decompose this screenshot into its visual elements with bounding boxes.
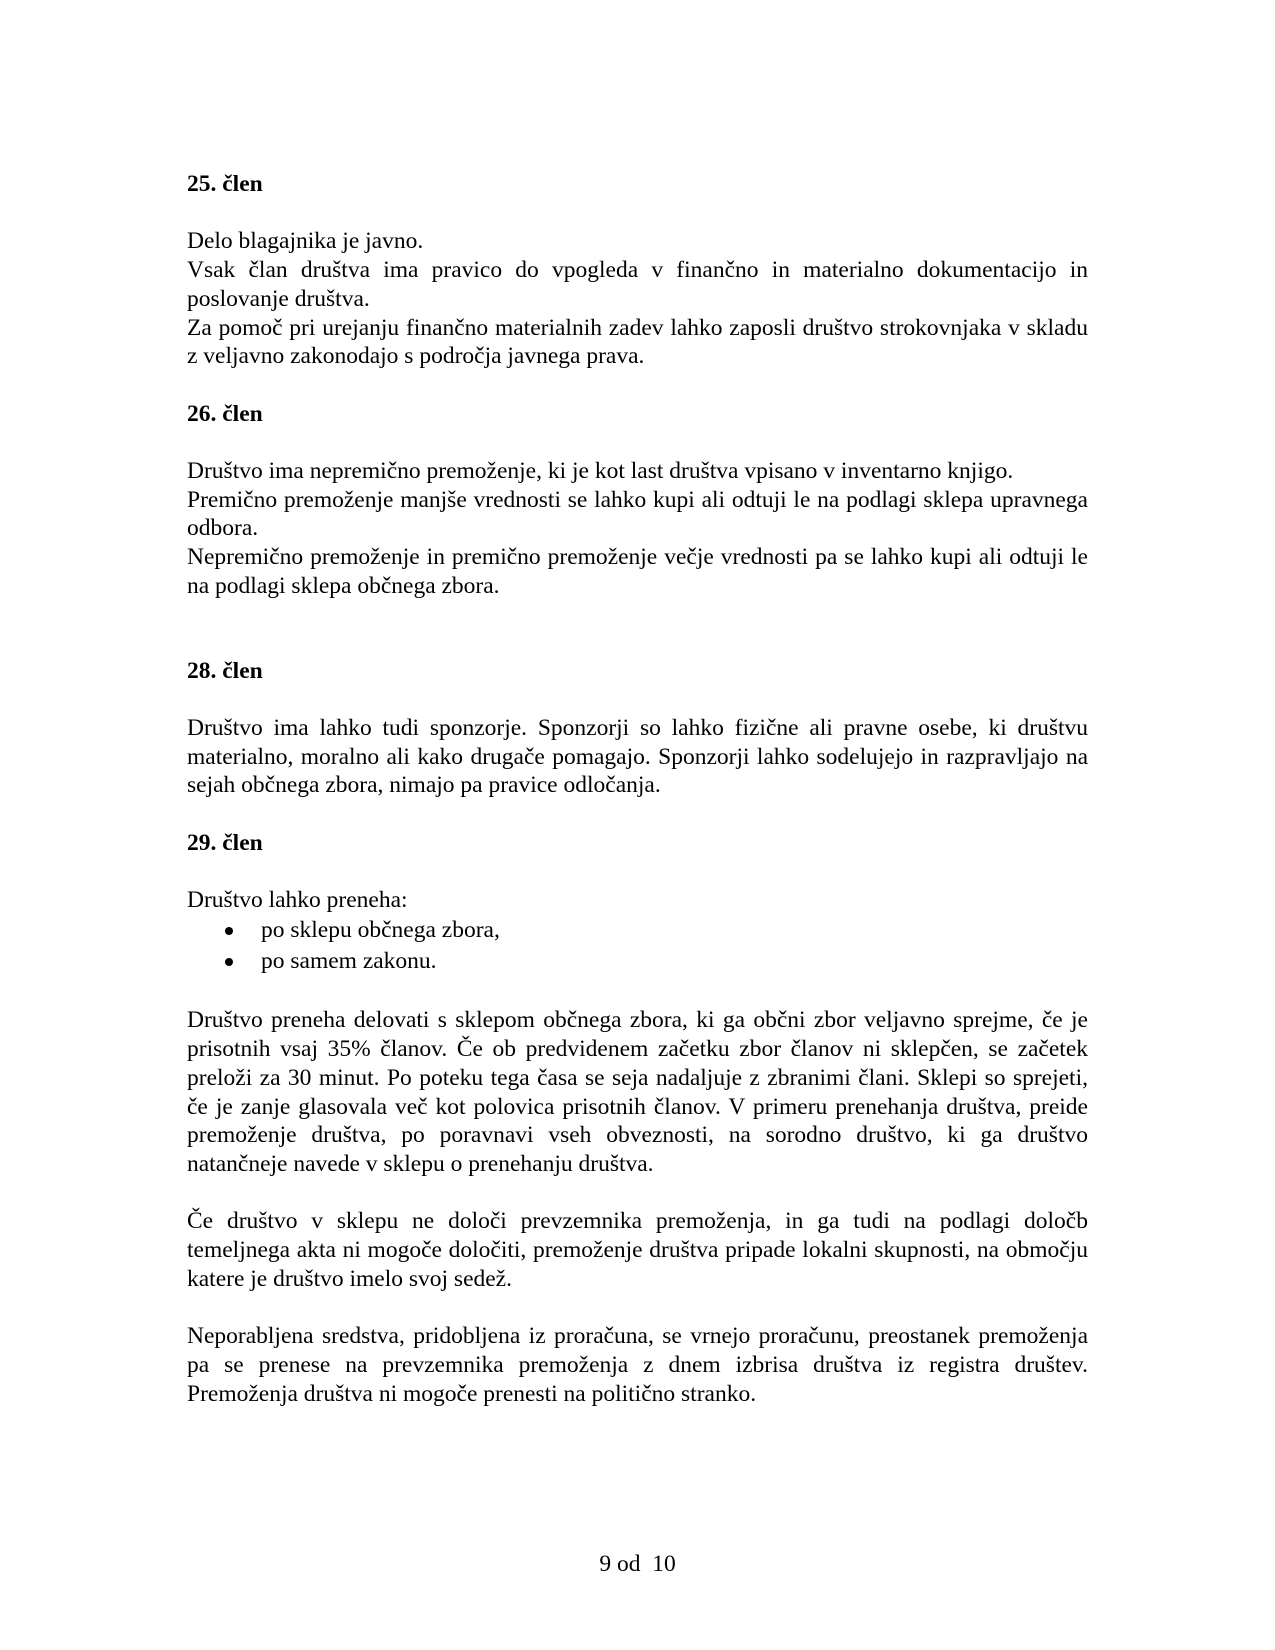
paragraph: Za pomoč pri urejanju finančno materialnih zadev lahko zaposli društvo strokovnjaka v skladu z veljavno zakonodajo s področja javnega prava.	[187, 314, 1088, 370]
paragraph: Premično premoženje manjše vrednosti se lahko kupi ali odtuji le na podlagi sklepa upravnega odbora.	[187, 486, 1088, 542]
paragraph: Vsak član društva ima pravico do vpogleda v finančno in materialno dokumentacijo in poslovanje društva.	[187, 257, 1088, 312]
paragraph: Nepremično premoženje in premično premoženje večje vrednosti pa se lahko kupi ali odtuji le na podlagi sklepa občnega zbora.	[187, 544, 1088, 599]
document-page	[187, 170, 1088, 1408]
article-body	[187, 227, 1088, 371]
list-intro: Društvo lahko preneha:	[187, 887, 408, 914]
article-body	[187, 457, 1088, 601]
list-item	[225, 915, 1088, 947]
paragraph: Če društvo v sklepu ne določi prevzemnika premoženja, in ga tudi na podlagi določb temeljnega akta ni mogoče določiti, premoženje društva pripade lokalni skupnosti, na območju katere je društvo imelo svoj sedež.	[187, 1208, 1088, 1292]
article-body	[187, 714, 1088, 800]
list-item-text: po samem zakonu.	[261, 948, 437, 975]
paragraph: Društvo preneha delovati s sklepom občnega zbora, ki ga občni zbor veljavno sprejme, če je prisotnih vsaj 35% članov. Če ob predvidenem začetku zbor članov ni sklepčen, se začetek preloži za 30 minut. Po poteku tega časa se seja nadaljuje z zbranimi člani. Sklepi so sprejeti, če je zanje glasovala več kot polovica prisotnih članov. V primeru prenehanja društva, preide premoženje društva, po poravnavi vseh obveznosti, na sorodno društvo, ki ga društvo natančneje navede v sklepu o prenehanju društva.	[187, 1007, 1088, 1177]
page-number: 9 od 10	[599, 1551, 676, 1577]
paragraph: Društvo ima nepremično premoženje, ki je kot last društva vpisano v inventarno knjigo.	[187, 457, 1014, 484]
article-heading: 29. člen	[187, 829, 263, 856]
paragraph: Neporabljena sredstva, pridobljena iz proračuna, se vrnejo proračunu, preostanek premoženja pa se prenese na prevzemnika premoženja z dnem izbrisa društva iz registra društev. Premoženja društva ni mogoče prenesti na politično stranko.	[187, 1323, 1088, 1407]
article-heading: 26. člen	[187, 400, 263, 427]
bullet-icon	[225, 958, 233, 966]
list-item	[225, 946, 1088, 978]
article-heading: 28. člen	[187, 657, 263, 684]
article-body	[187, 886, 1088, 1408]
bullet-icon	[225, 927, 233, 935]
paragraph: Delo blagajnika je javno.	[187, 228, 424, 255]
bullet-list	[187, 915, 1088, 978]
paragraph: Društvo ima lahko tudi sponzorje. Sponzorji so lahko fizične ali pravne osebe, ki društvu materialno, moralno ali kako drugače pomagajo. Sponzorji lahko sodelujejo in razpravljajo na sejah občnega zbora, nimajo pa pravice odločanja.	[187, 714, 1088, 799]
article-heading: 25. člen	[187, 171, 263, 197]
list-item-text: po sklepu občnega zbora,	[261, 916, 500, 943]
